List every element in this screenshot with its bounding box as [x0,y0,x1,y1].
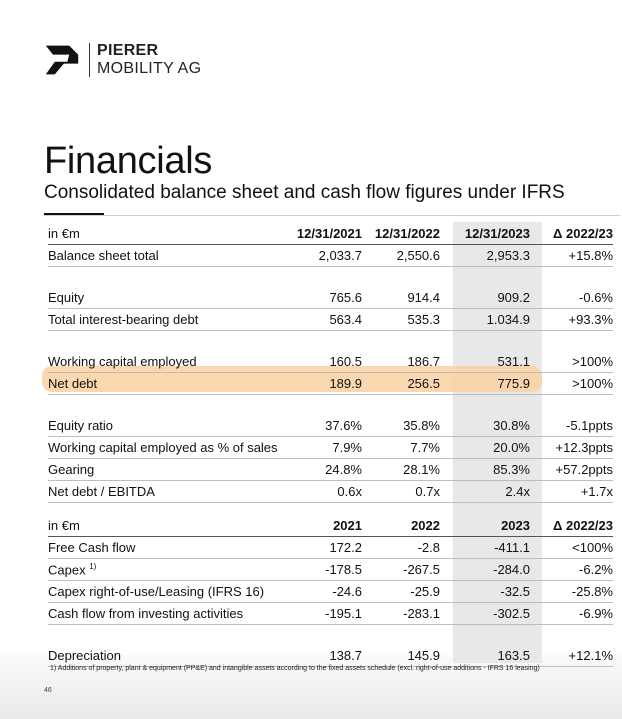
cell: <100% [537,537,613,559]
page-title: Financials [44,140,213,182]
cell: 765.6 [296,287,362,309]
cell: -6.2% [537,559,613,581]
cell: -2.8 [362,537,440,559]
table-row [48,559,613,581]
logo-text [97,42,201,78]
cell: 2.4x [440,481,537,503]
cell: >100% [537,373,613,395]
row-label: Capex right-of-use/Leasing (IFRS 16) [48,581,296,603]
footnote-ref: 1) [89,561,97,571]
spacer-row [48,395,613,416]
cell: 909.2 [440,287,537,309]
table-row [48,581,613,603]
cell: 914.4 [362,287,440,309]
row-label: Working capital employed [48,351,296,373]
table-row [48,351,613,373]
table-row [48,437,613,459]
cell: 37.6% [296,415,362,437]
spacer-row [48,267,613,288]
table-row [48,309,613,331]
cash-flow-table [48,515,613,667]
row-label [48,559,296,581]
col-header: 2023 [440,515,537,537]
cell: -24.6 [296,581,362,603]
cell: 160.5 [296,351,362,373]
col-header: 12/31/2021 [296,223,362,245]
logo-line2: MOBILITY AG [97,60,202,77]
col-header: 2022 [362,515,440,537]
cell: -0.6% [537,287,613,309]
col-header: Δ 2022/23 [537,223,613,245]
table-row [48,603,613,625]
row-label: Free Cash flow [48,537,296,559]
logo-line1: PIERER [97,42,159,59]
spacer-row [48,625,613,646]
table-top-line [44,215,620,216]
cell: -302.5 [440,603,537,625]
cell: 256.5 [362,373,440,395]
cell: 186.7 [362,351,440,373]
cell: -284.0 [440,559,537,581]
cell: 85.3% [440,459,537,481]
net-debt-row [48,373,613,395]
row-label: Cash flow from investing activities [48,603,296,625]
depreciation-row [48,645,613,667]
cell: 138.7 [296,645,362,667]
table-row [48,245,613,267]
cell: +57.2ppts [537,459,613,481]
page-number: 46 [44,687,52,694]
table-row [48,287,613,309]
row-label: Balance sheet total [48,245,296,267]
spacer-row [48,331,613,352]
unit-label: in €m [48,515,296,537]
cell: 563.4 [296,309,362,331]
row-label: Working capital employed as % of sales [48,437,296,459]
row-label: Gearing [48,459,296,481]
cell: 775.9 [440,373,537,395]
table-row [48,459,613,481]
pierer-logo-icon [44,42,80,78]
cell: 172.2 [296,537,362,559]
cell: 0.7x [362,481,440,503]
cell: +12.3ppts [537,437,613,459]
col-header: 12/31/2023 [440,223,537,245]
cell: +1.7x [537,481,613,503]
cell: 1.034.9 [440,309,537,331]
cell: -267.5 [362,559,440,581]
cell: 24.8% [296,459,362,481]
cell: +93.3% [537,309,613,331]
row-label: Depreciation [48,645,296,667]
cell: 189.9 [296,373,362,395]
cell: +15.8% [537,245,613,267]
page-subtitle: Consolidated balance sheet and cash flow figures under IFRS [44,182,565,203]
cell: 163.5 [440,645,537,667]
row-label-text: Capex [48,562,86,578]
cell: -411.1 [440,537,537,559]
col-header: 12/31/2022 [362,223,440,245]
cell: 2,953.3 [440,245,537,267]
table-row [48,537,613,559]
col-header: 2021 [296,515,362,537]
cell: 531.1 [440,351,537,373]
table-row [48,415,613,437]
cell: 28.1% [362,459,440,481]
footnote: 1) Additions of property, plant & equipment (PP&E) and intangible assets according to the fixed assets schedule (excl. right-of-use additions - IFRS 16 leasing) [50,665,540,672]
row-label: Equity ratio [48,415,296,437]
table-header-row [48,223,613,245]
row-label: Total interest-bearing debt [48,309,296,331]
cell: -283.1 [362,603,440,625]
balance-sheet-table [48,223,613,503]
cell: 7.9% [296,437,362,459]
table-header-row [48,515,613,537]
col-header: Δ 2022/23 [537,515,613,537]
cell: -25.8% [537,581,613,603]
cell: -178.5 [296,559,362,581]
logo-separator [89,43,90,77]
cell: 2,033.7 [296,245,362,267]
cell: >100% [537,351,613,373]
company-logo [44,42,201,78]
cell: 35.8% [362,415,440,437]
cell: -25.9 [362,581,440,603]
row-label: Equity [48,287,296,309]
cell: -5.1ppts [537,415,613,437]
cell: 30.8% [440,415,537,437]
cell: -32.5 [440,581,537,603]
cell: 2,550.6 [362,245,440,267]
cell: 535.3 [362,309,440,331]
table-row [48,481,613,503]
unit-label: in €m [48,223,296,245]
row-label: Net debt [48,373,296,395]
cell: 0.6x [296,481,362,503]
row-label: Net debt / EBITDA [48,481,296,503]
cell: 145.9 [362,645,440,667]
cell: 7.7% [362,437,440,459]
cell: +12.1% [537,645,613,667]
cell: -195.1 [296,603,362,625]
cell: 20.0% [440,437,537,459]
cell: -6.9% [537,603,613,625]
